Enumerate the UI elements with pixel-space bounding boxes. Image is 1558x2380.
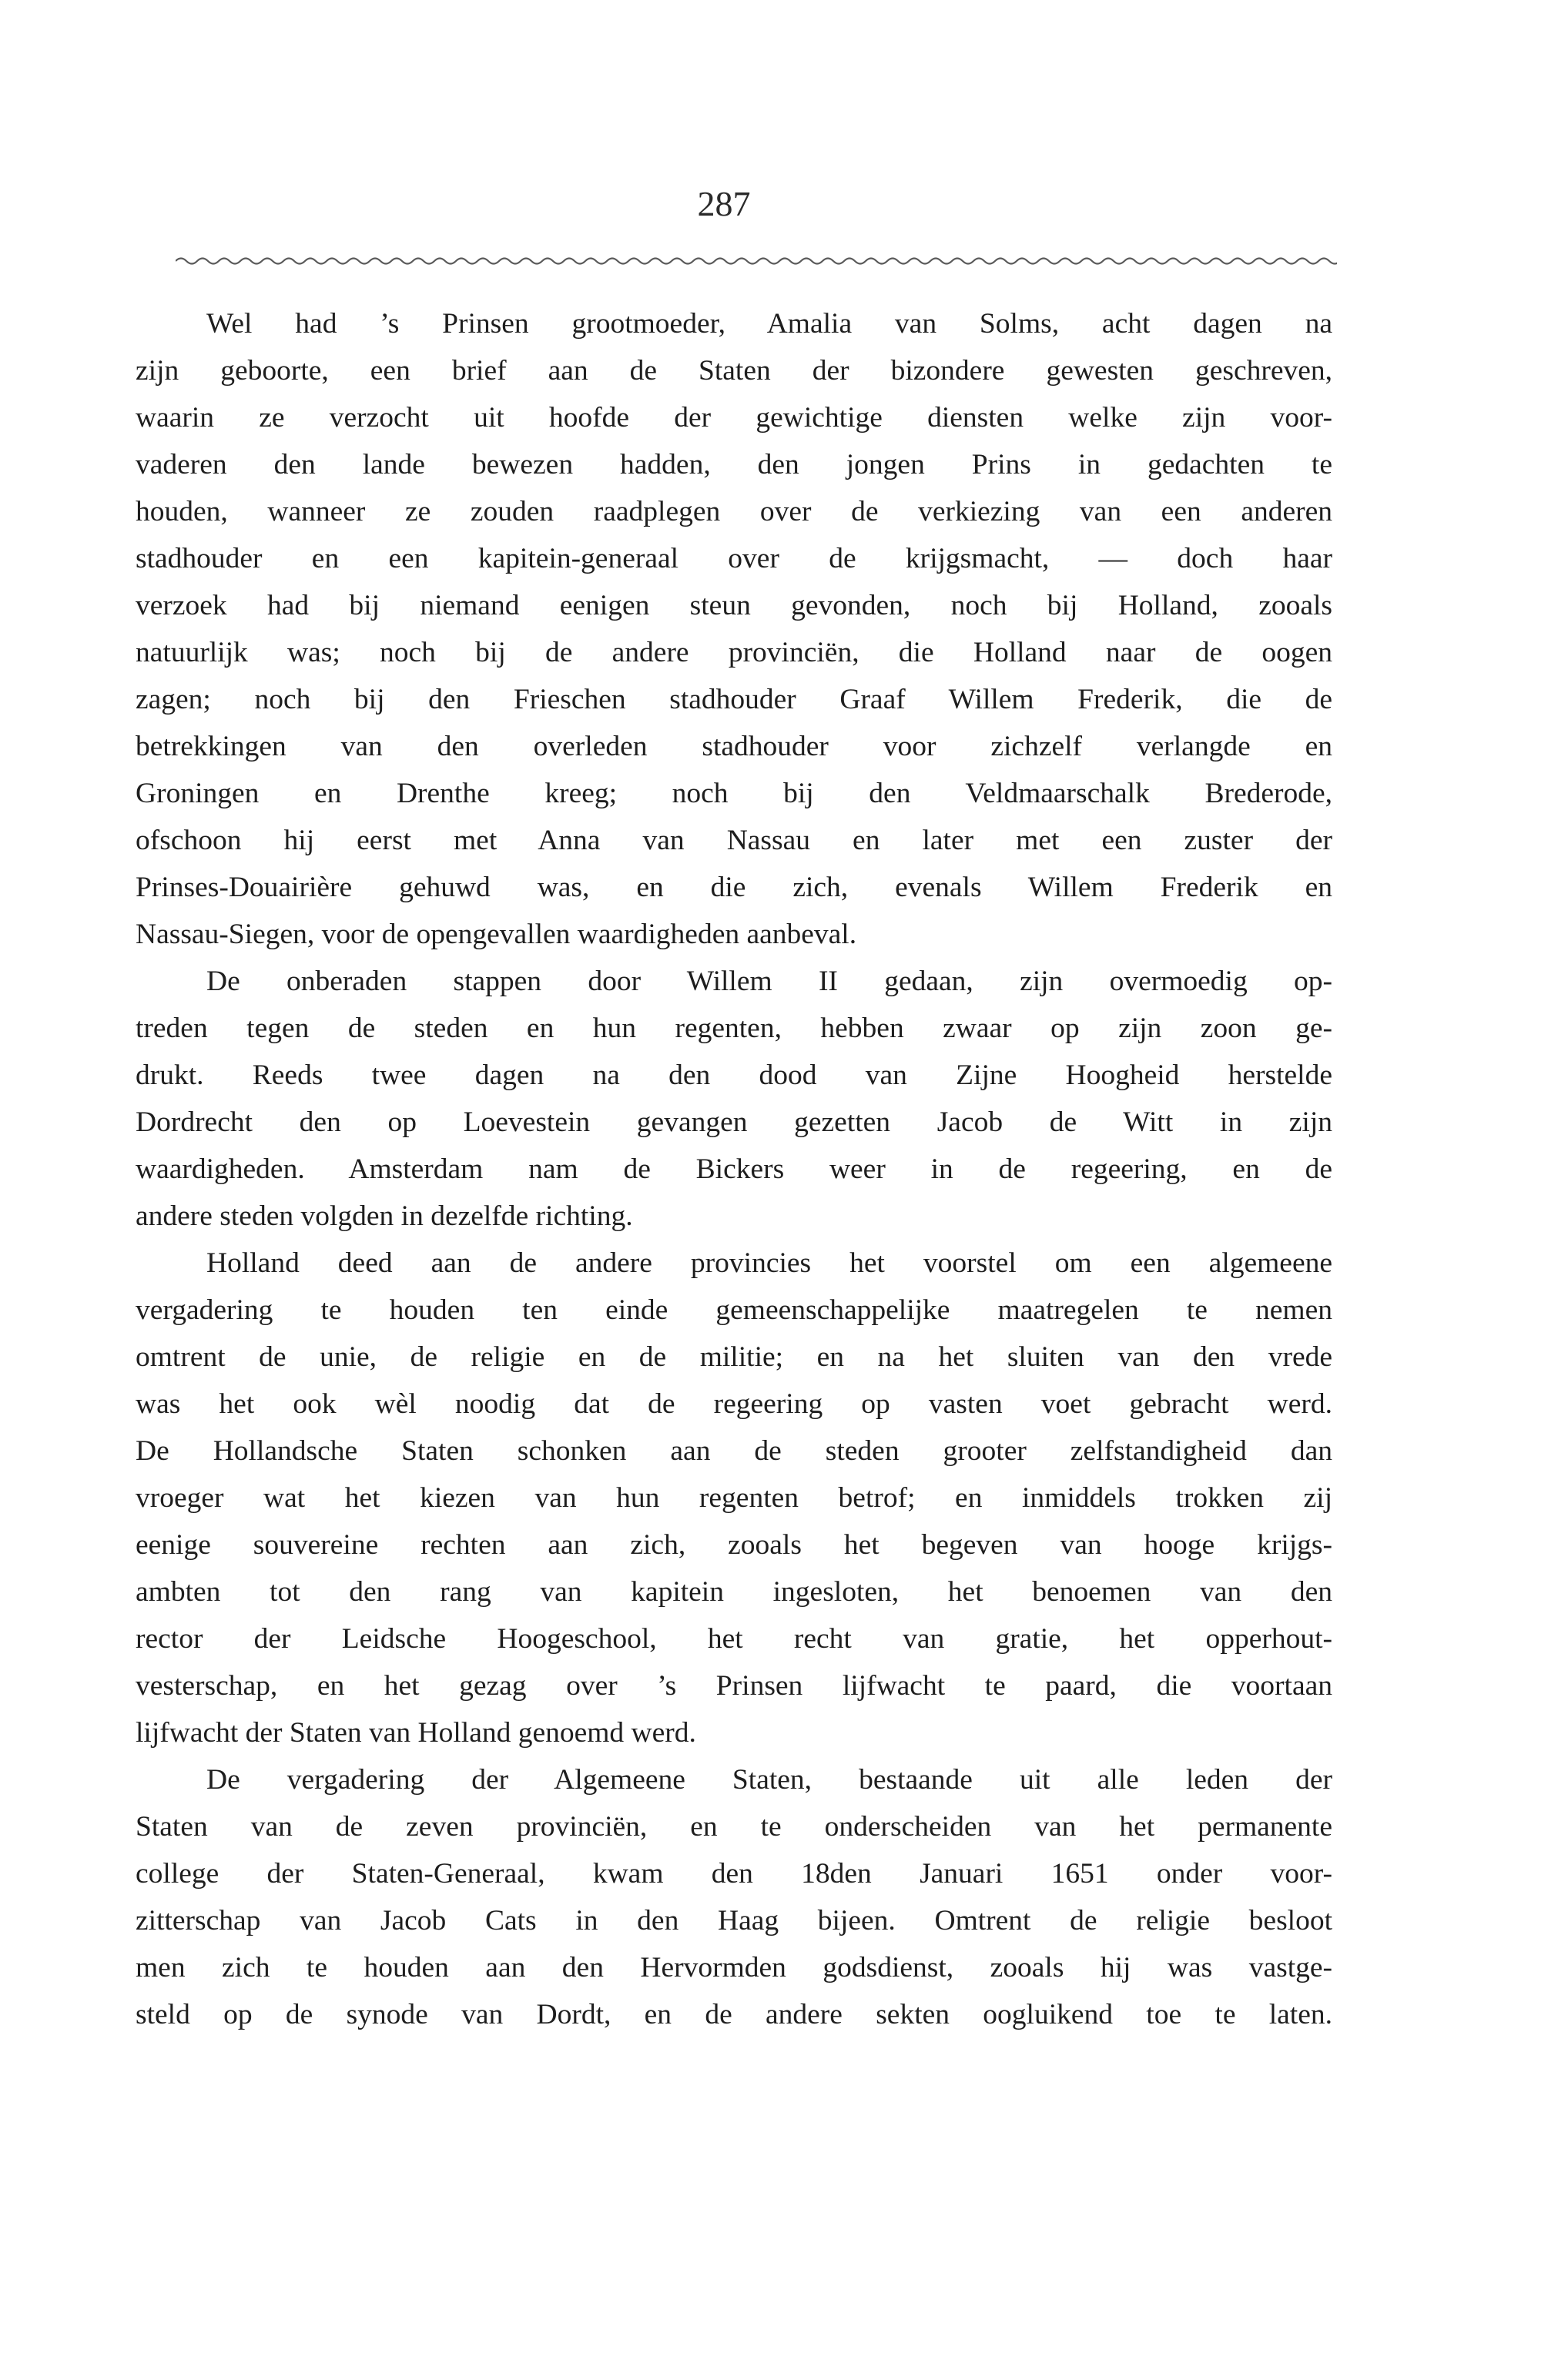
text-line: verzoek had bij niemand eenigen steun gevonden, noch bij Holland, zooals (136, 590, 1332, 621)
text-line: was het ook wèl noodig dat de regeering op vasten voet gebracht werd. (136, 1388, 1332, 1420)
text-line: rector der Leidsche Hoogeschool, het recht van gratie, het opperhout- (136, 1623, 1332, 1655)
text-line: vesterschap, en het gezag over ’s Prinsen lijfwacht te paard, die voortaan (136, 1670, 1332, 1702)
text-line: ofschoon hij eerst met Anna van Nassau en later met een zuster der (136, 825, 1332, 856)
text-line: De onberaden stappen door Willem II gedaan, zijn overmoedig op- (206, 966, 1332, 997)
body-text (136, 300, 1332, 2038)
text-line: Wel had ’s Prinsen grootmoeder, Amalia van Solms, acht dagen na (206, 308, 1332, 340)
text-line: steld op de synode van Dordt, en de andere sekten oogluikend toe te laten. (136, 1999, 1332, 2030)
text-line: Groningen en Drenthe kreeg; noch bij den Veldmaarschalk Brederode, (136, 778, 1332, 809)
text-line: eenige souvereine rechten aan zich, zooals het begeven van hooge krijgs- (136, 1529, 1332, 1561)
text-line: waarin ze verzocht uit hoofde der gewichtige diensten welke zijn voor- (136, 402, 1332, 433)
decorative-wavy-rule (176, 253, 1337, 269)
text-line: zagen; noch bij den Frieschen stadhouder Graaf Willem Frederik, die de (136, 684, 1332, 715)
text-line: De Hollandsche Staten schonken aan de steden grooter zelfstandigheid dan (136, 1435, 1332, 1467)
text-line: Nassau-Siegen, voor de opengevallen waardigheden aanbeval. (136, 919, 857, 950)
text-line: omtrent de unie, de religie en de militie; en na het sluiten van den vrede (136, 1341, 1332, 1373)
text-line: lijfwacht der Staten van Holland genoemd werd. (136, 1717, 696, 1749)
text-line: houden, wanneer ze zouden raadplegen over de verkiezing van een anderen (136, 496, 1332, 527)
text-line: Holland deed aan de andere provincies het voorstel om een algemeene (206, 1247, 1332, 1279)
text-line: De vergadering der Algemeene Staten, bestaande uit alle leden der (206, 1764, 1332, 1796)
text-line: Prinses-Douairière gehuwd was, en die zich, evenals Willem Frederik en (136, 872, 1332, 903)
text-line: Dordrecht den op Loevestein gevangen gezetten Jacob de Witt in zijn (136, 1106, 1332, 1138)
text-line: drukt. Reeds twee dagen na den dood van Zijne Hoogheid herstelde (136, 1059, 1332, 1091)
text-line: Staten van de zeven provinciën, en te onderscheiden van het permanente (136, 1811, 1332, 1843)
text-line: vaderen den lande bewezen hadden, den jongen Prins in gedachten te (136, 449, 1332, 480)
text-line: stadhouder en een kapitein-generaal over de krijgsmacht, — doch haar (136, 543, 1332, 574)
page-number: 287 (697, 184, 751, 223)
text-line: zijn geboorte, een brief aan de Staten der bizondere gewesten geschreven, (136, 355, 1332, 387)
text-line: natuurlijk was; noch bij de andere provinciën, die Holland naar de oogen (136, 637, 1332, 668)
text-line: vergadering te houden ten einde gemeenschappelijke maatregelen te nemen (136, 1294, 1332, 1326)
text-line: andere steden volgden in dezelfde richting. (136, 1200, 633, 1232)
text-line: treden tegen de steden en hun regenten, hebben zwaar op zijn zoon ge- (136, 1013, 1332, 1044)
text-line: college der Staten-Generaal, kwam den 18den Januari 1651 onder voor- (136, 1858, 1332, 1890)
text-line: betrekkingen van den overleden stadhouder voor zichzelf verlangde en (136, 731, 1332, 762)
text-line: zitterschap van Jacob Cats in den Haag bijeen. Omtrent de religie besloot (136, 1905, 1332, 1936)
text-line: waardigheden. Amsterdam nam de Bickers weer in de regeering, en de (136, 1153, 1332, 1185)
text-line: ambten tot den rang van kapitein ingesloten, het benoemen van den (136, 1576, 1332, 1608)
text-line: men zich te houden aan den Hervormden godsdienst, zooals hij was vastge- (136, 1952, 1332, 1983)
text-line: vroeger wat het kiezen van hun regenten betrof; en inmiddels trokken zij (136, 1482, 1332, 1514)
